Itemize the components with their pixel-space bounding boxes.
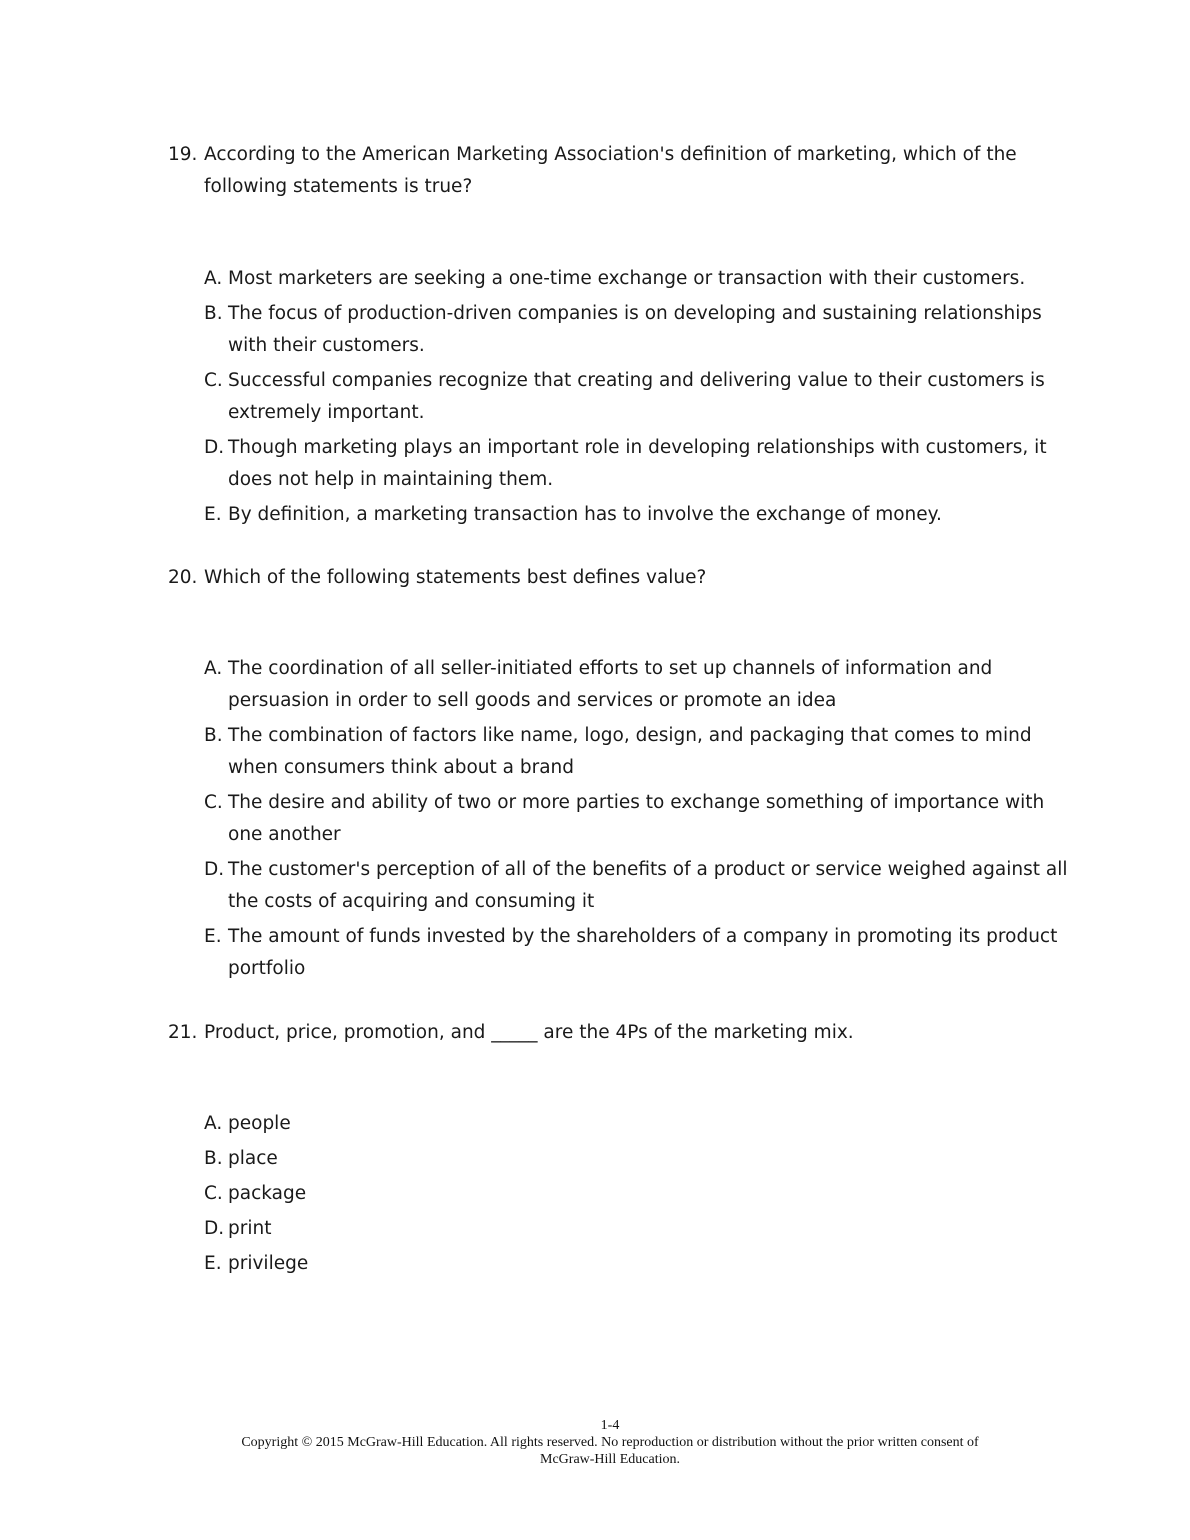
answer-option-d	[204, 1213, 1068, 1245]
option-text: Successful companies recognize that creating and delivering value to their customers is extremely important.	[228, 370, 1045, 423]
copyright-notice: Copyright © 2015 McGraw-Hill Education. All rights reserved. No reproduction or distribution without the prior written consent of	[241, 1435, 979, 1450]
option-text: people	[228, 1113, 291, 1134]
option-letter: E.	[204, 1253, 222, 1274]
option-letter: C.	[204, 1183, 223, 1204]
answer-option-d	[204, 854, 1068, 918]
page-footer	[180, 1417, 1040, 1468]
option-letter: C.	[204, 792, 223, 813]
answer-options	[204, 1108, 1068, 1283]
answer-option-b	[204, 720, 1068, 784]
answer-option-b	[204, 1143, 1068, 1175]
question-stem	[168, 139, 1068, 203]
answer-options	[204, 653, 1068, 988]
question-number: 19.	[168, 144, 198, 165]
option-text: Most marketers are seeking a one-time exchange or transaction with their customers.	[228, 268, 1026, 289]
question-19	[168, 139, 1068, 525]
option-letter: B.	[204, 1148, 223, 1169]
answer-option-e	[204, 921, 1068, 985]
option-letter: D.	[204, 859, 225, 880]
option-text: The combination of factors like name, logo, design, and packaging that comes to mind when consumers think about a brand	[228, 725, 1032, 778]
question-stem	[168, 562, 1068, 594]
option-letter: E.	[204, 504, 222, 525]
question-stem	[168, 1017, 1068, 1049]
answer-option-c	[204, 787, 1068, 851]
option-letter: D.	[204, 1218, 225, 1239]
answer-option-b	[204, 298, 1068, 362]
option-letter: E.	[204, 926, 222, 947]
copyright-notice-continued: McGraw-Hill Education.	[540, 1452, 680, 1467]
option-text: The desire and ability of two or more parties to exchange something of importance with one another	[228, 792, 1045, 845]
option-text: The coordination of all seller-initiated efforts to set up channels of information and persuasion in order to sell goods and services or promote an idea	[228, 658, 993, 711]
answer-option-a	[204, 263, 1068, 295]
option-text: privilege	[228, 1253, 309, 1274]
answer-option-e	[204, 1248, 1068, 1280]
option-text: Though marketing plays an important role in developing relationships with customers, it does not help in maintaining them.	[228, 437, 1047, 490]
option-text: print	[228, 1218, 272, 1239]
option-letter: A.	[204, 658, 223, 679]
option-text: The customer's perception of all of the benefits of a product or service weighed against all the costs of acquiring and consuming it	[228, 859, 1068, 912]
answer-option-c	[204, 1178, 1068, 1210]
option-letter: D.	[204, 437, 225, 458]
option-letter: A.	[204, 268, 223, 289]
page-number: 1-4	[600, 1418, 620, 1433]
option-text: The focus of production-driven companies is on developing and sustaining relationships with their customers.	[228, 303, 1042, 356]
option-text: place	[228, 1148, 278, 1169]
question-number: 20.	[168, 567, 198, 588]
option-letter: B.	[204, 725, 223, 746]
answer-options	[204, 263, 1068, 534]
answer-option-d	[204, 432, 1068, 496]
option-text: The amount of funds invested by the shareholders of a company in promoting its product portfolio	[228, 926, 1058, 979]
option-letter: B.	[204, 303, 223, 324]
answer-option-e	[204, 499, 1068, 531]
option-text: package	[228, 1183, 307, 1204]
question-text: Product, price, promotion, and _____ are the 4Ps of the marketing mix.	[204, 1022, 854, 1043]
answer-option-a	[204, 653, 1068, 717]
question-20	[168, 562, 1068, 979]
question-text: Which of the following statements best defines value?	[204, 567, 707, 588]
option-letter: A.	[204, 1113, 223, 1134]
question-21	[168, 1017, 1068, 1274]
question-number: 21.	[168, 1022, 198, 1043]
answer-option-a	[204, 1108, 1068, 1140]
answer-option-c	[204, 365, 1068, 429]
question-text: According to the American Marketing Association's definition of marketing, which of the following statements is true?	[204, 144, 1017, 197]
option-text: By definition, a marketing transaction has to involve the exchange of money.	[228, 504, 942, 525]
option-letter: C.	[204, 370, 223, 391]
